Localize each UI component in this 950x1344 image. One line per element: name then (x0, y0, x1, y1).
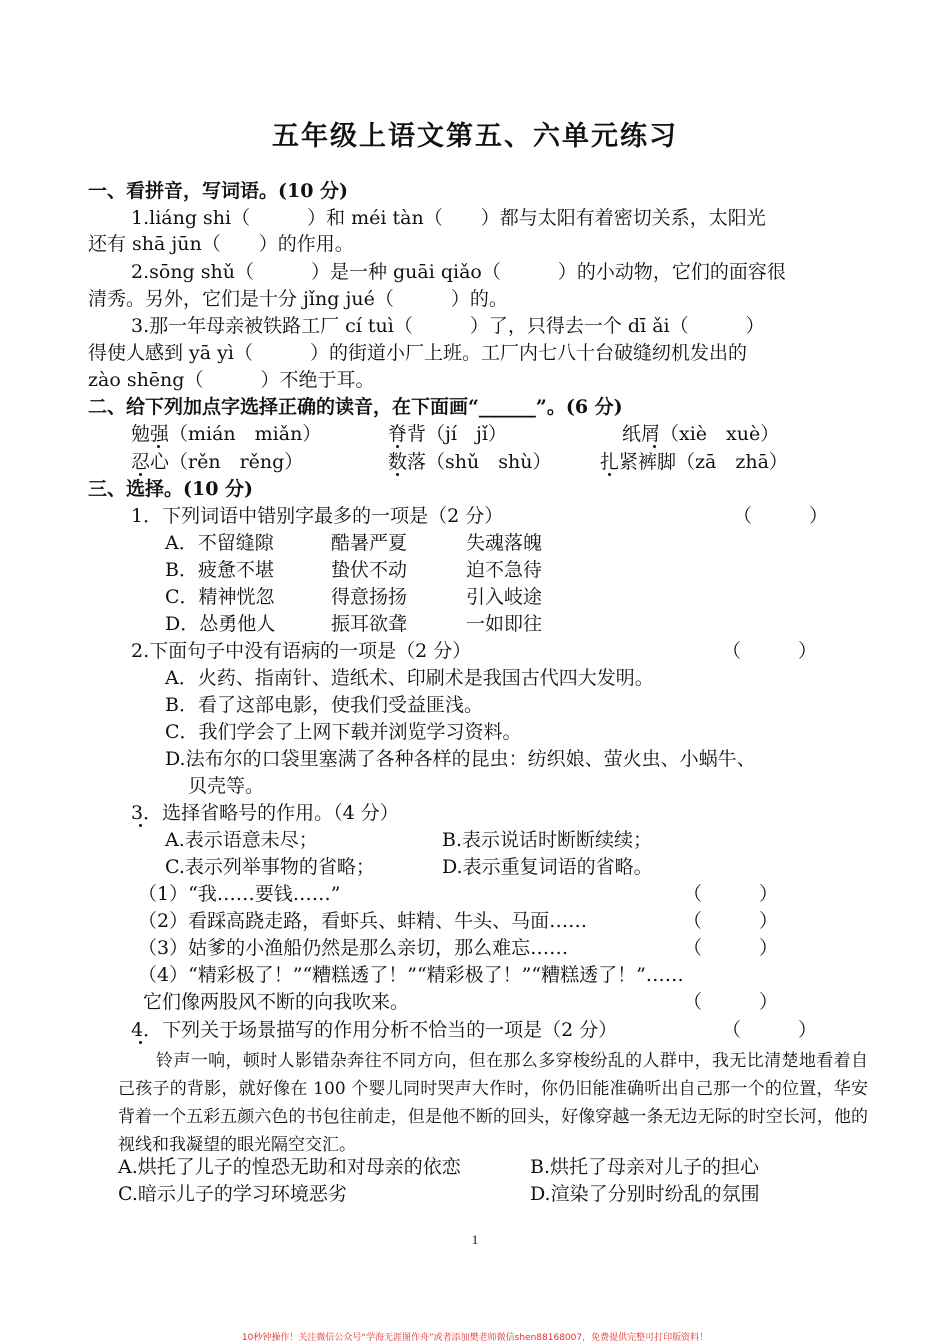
q1-option: 振耳欲聋 (331, 613, 408, 635)
q1-option: A．不留缝隙 (165, 532, 274, 554)
s1-line: 得使人感到 yā yì（ ）的街道小厂上班。工厂内七八十台破缝纫机发出的 (88, 342, 747, 364)
section1-heading: 一、看拼音，写词语。(10 分) (88, 180, 349, 202)
q2-option: B．看了这部电影，使我们受益匪浅。 (165, 694, 483, 716)
section3-heading: 三、选择。(10 分) (88, 478, 254, 500)
q1-option: 迫不急待 (466, 559, 543, 581)
q1-option: 引入岐途 (466, 586, 543, 608)
q2-option: C．我们学会了上网下载并浏览学习资料。 (165, 721, 522, 743)
q4-option: B.烘托了母亲对儿子的担心 (530, 1156, 760, 1178)
q1-answer-paren: （ ） (733, 505, 829, 527)
s1-line: zào shēng（ ）不绝于耳。 (88, 369, 375, 391)
s2-item: 勉强（mián miǎn） (131, 423, 322, 445)
q3-choice: C.表示列举事物的省略； (165, 856, 375, 878)
emphasis-dot (139, 824, 142, 827)
q3-stem: 3．选择省略号的作用。（4 分） (131, 802, 399, 824)
emphasis-dot (653, 445, 656, 448)
section2-heading: 二、给下列加点字选择正确的读音，在下面画“______”。(6 分) (88, 396, 623, 418)
s2-item: 数落（shǔ shù） (388, 451, 552, 473)
q2-option: D.法布尔的口袋里塞满了各种各样的昆虫：纺织娘、萤火虫、小蜗牛、 (165, 748, 756, 770)
q1-option: D．怂勇他人 (165, 613, 276, 635)
q4-option: A.烘托了儿子的惶恐无助和对母亲的依恋 (118, 1156, 461, 1178)
footer-notice: 10秒钟操作！关注微信公众号“学海无涯图作舟”或者添加樊老师微信shen88168007，免费提供完整可打印版资料！ (241, 1333, 709, 1343)
page-title: 五年级上语文第五、六单元练习 (272, 121, 678, 152)
emphasis-dot (396, 445, 399, 448)
page-number: 1 (471, 1232, 479, 1247)
s1-line: 还有 shā jūn（ ）的作用。 (88, 233, 354, 255)
q1-option: 蛰伏不动 (331, 559, 408, 581)
s2-item: 扎紧裤脚（zā zhā） (600, 451, 788, 473)
q3-answer-paren: （ ） (683, 883, 779, 905)
q2-stem: 2.下面句子中没有语病的一项是（2 分） (131, 640, 472, 662)
q3-item: （3）姑爹的小渔船仍然是那么亲切，那么难忘…… (138, 937, 569, 959)
q1-option: 酷暑严夏 (331, 532, 408, 554)
emphasis-dot (396, 473, 399, 476)
q3-choice: A.表示语意未尽； (165, 829, 318, 851)
q1-option: 失魂落魄 (466, 532, 543, 554)
q3-item-cont: 它们像两股风不断的向我吹来。 (143, 991, 410, 1013)
q2-answer-paren: （ ） (722, 640, 818, 662)
q3-item: （4）“精彩极了！”“糟糕透了！”“精彩极了！”“糟糕透了！”…… (138, 964, 684, 986)
s1-line: 清秀。另外，它们是十分 jǐng jué（ ）的。 (88, 288, 508, 310)
s1-line: 3.那一年母亲被铁路工厂 cí tuì（ ）了，只得去一个 dī ǎi（ ） (131, 315, 765, 337)
q4-passage: 铃声一响，顿时人影错杂奔往不同方向，但在那么多穿梭纷乱的人群中，我无比清楚地看着自己孩子的背影，就好像在 100 个婴儿同时哭声大作时，你仍旧能准确听出自己那一个的位置，华安背着一个五彩五颜六色的书包往前走，但是他不断的回头，好像穿越一条无边无际的时空长河，他的视线和我凝望的眼光隔空交汇。 (118, 1051, 868, 1155)
s2-item: 忍心（rěn rěng） (131, 451, 304, 473)
q4-answer-paren: （ ） (722, 1019, 818, 1041)
q3-answer-paren: （ ） (683, 991, 779, 1013)
q3-answer-paren: （ ） (683, 910, 779, 932)
q4-option: D.渲染了分别时纷乱的氛围 (530, 1183, 760, 1205)
q2-option-cont: 贝壳等。 (188, 775, 265, 797)
q3-answer-paren: （ ） (683, 937, 779, 959)
s2-item: 纸屑（xiè xuè） (622, 423, 780, 445)
q3-item: （2）看踩高跷走路，看虾兵、蚌精、牛头、马面…… (138, 910, 588, 932)
q3-choice: B.表示说话时断断续续； (442, 829, 653, 851)
s1-line: 1.liáng shi（ ）和 méi tàn（ ）都与太阳有着密切关系，太阳光 (131, 207, 766, 229)
q4-option: C.暗示儿子的学习环境恶劣 (118, 1183, 347, 1205)
s2-item: 脊背（jí jǐ） (388, 423, 507, 445)
q4-stem: 4．下列关于场景描写的作用分析不恰当的一项是（2 分） (131, 1019, 618, 1041)
emphasis-dot (139, 1041, 142, 1044)
q2-option: A．火药、指南针、造纸术、印刷术是我国古代四大发明。 (165, 667, 654, 689)
q1-option: B．疲惫不堪 (165, 559, 274, 581)
q1-option: 一如即往 (466, 613, 543, 635)
q3-choice: D.表示重复词语的省略。 (442, 856, 653, 878)
emphasis-dot (608, 473, 611, 476)
q1-option: C．精神恍忽 (165, 586, 275, 608)
emphasis-dot (157, 445, 160, 448)
q3-item: （1）“我……要钱……” (138, 883, 341, 905)
q1-stem: 1．下列词语中错别字最多的一项是（2 分） (131, 505, 504, 527)
q1-option: 得意扬扬 (331, 586, 408, 608)
s1-line: 2.sōng shǔ（ ）是一种 guāi qiǎo（ ）的小动物，它们的面容很 (131, 261, 786, 283)
